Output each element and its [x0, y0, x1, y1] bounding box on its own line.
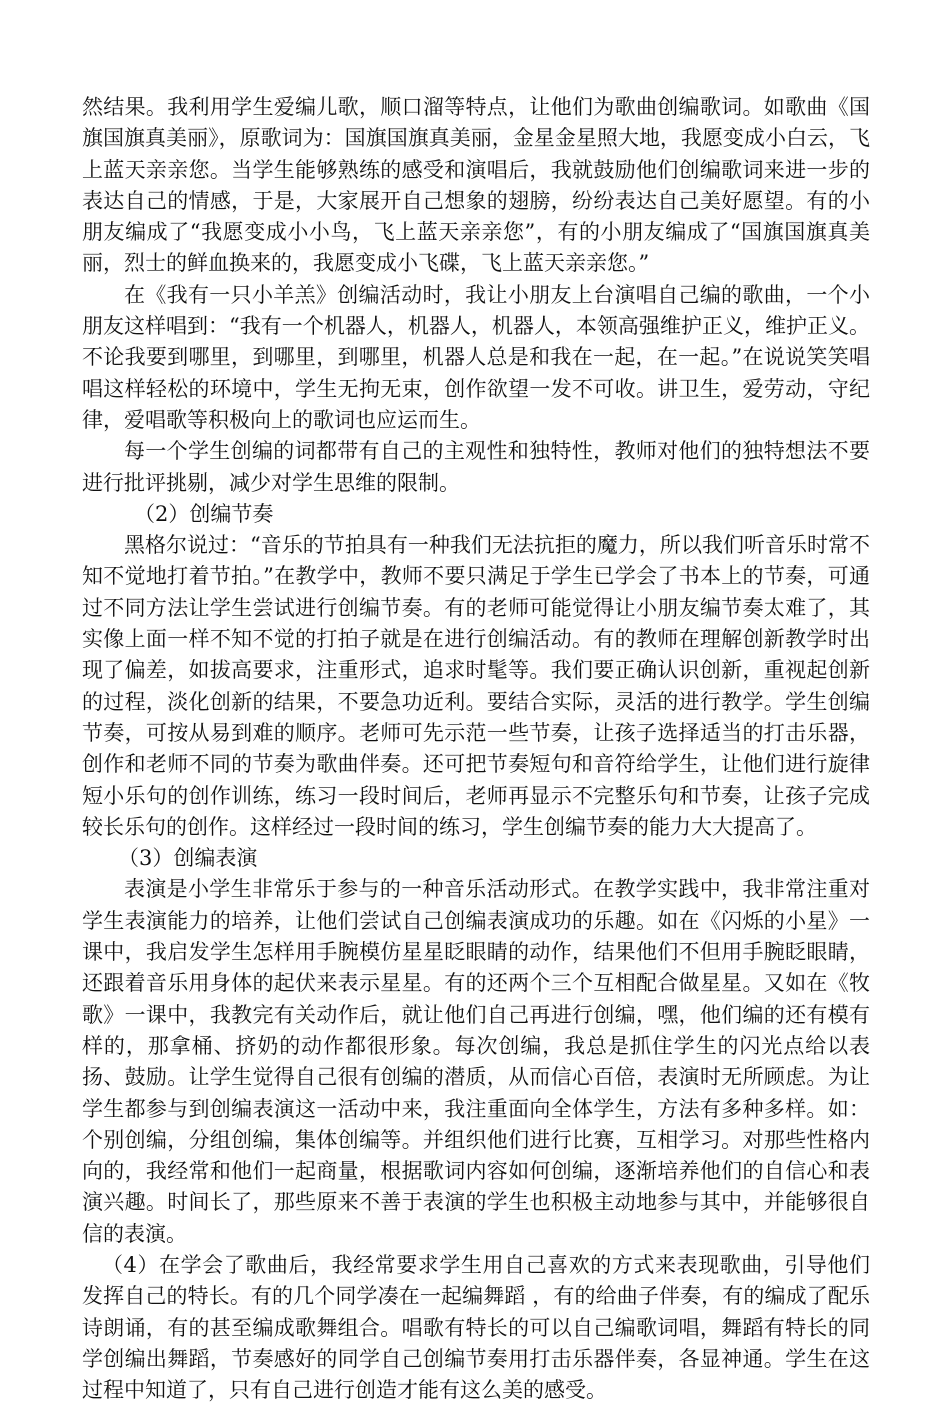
- paragraph-student-uniqueness: 每一个学生创编的词都带有自己的主观性和独特性，教师对他们的独特想法不要进行批评挑剔，减少对学生思维的限制。: [82, 439, 870, 495]
- paragraph-lyrics-creation: 然结果。我利用学生爱编儿歌，顺口溜等特点，让他们为歌曲创编歌词。如歌曲《国旗国旗真美丽》，原歌词为：国旗国旗真美丽，金星金星照大地，我愿变成小白云，飞上蓝天亲亲您。当学生能够熟练的感受和演唱后，我就鼓励他们创编歌词来进一步的表达自己的情感，于是，大家展开自己想象的翅膀，纷纷表达自己美好愿望。有的小朋友编成了“我愿变成小小鸟，飞上蓝天亲亲您”，有的小朋友编成了“国旗国旗真美丽，烈士的鲜血换来的，我愿变成小飞碟，飞上蓝天亲亲您。”: [82, 95, 870, 276]
- paragraph-performance-creation: 表演是小学生非常乐于参与的一种音乐活动形式。在教学实践中，我非常注重对学生表演能力的培养，让他们尝试自己创编表演成功的乐趣。如在《闪烁的小星》一课中，我启发学生怎样用手腕模仿星星眨眼睛的动作，结果他们不但用手腕眨眼睛，还跟着音乐用身体的起伏来表示星星。有的还两个三个互相配合做星星。又如在《牧歌》一课中，我教完有关动作后，就让他们自己再进行创编，嘿，他们编的还有模有样的，那拿桶、挤奶的动作都很形象。每次创编，我总是抓住学生的闪光点给以表扬、鼓励。让学生觉得自己很有创编的潜质，从而信心百倍，表演时无所顾虑。为让学生都参与到创编表演这一活动中来，我注重面向全体学生，方法有多种多样。如：个别创编，分组创编，集体创编等。并组织他们进行比赛，互相学习。对那些性格内向的，我经常和他们一起商量，根据歌词内容如何创编，逐渐培养他们的自信心和表演兴趣。时间长了，那些原来不善于表演的学生也积极主动地参与其中，并能够很自信的表演。: [82, 877, 870, 1246]
- section-heading-rhythm: （2）创编节奏: [134, 501, 274, 526]
- paragraph-little-lamb-example: 在《我有一只小羊羔》创编活动时，我让小朋友上台演唱自己编的歌曲，一个小朋友这样唱到：“我有一个机器人，机器人，机器人，本领高强维护正义，维护正义。不论我要到哪里，到哪里，到哪里，机器人总是和我在一起，在一起。”在说说笑笑唱唱这样轻松的环境中，学生无拘无束，创作欲望一发不可收。讲卫生，爱劳动，守纪律，爱唱歌等积极向上的歌词也应运而生。: [82, 282, 870, 432]
- paragraph-rhythm-creation: 黑格尔说过：“音乐的节拍具有一种我们无法抗拒的魔力，所以我们听音乐时常不知不觉地打着节拍。”在教学中，教师不要只满足于学生已学会了书本上的节奏，可通过不同方法让学生尝试进行创编节奏。有的老师可能觉得让小朋友编节奏太难了，其实像上面一样不知不觉的打拍子就是在进行创编活动。有的教师在理解创新教学时出现了偏差，如拔高要求，注重形式，追求时髦等。我们要正确认识创新，重视起创新的过程，淡化创新的结果，不要急功近利。要结合实际，灵活的进行教学。学生创编节奏，可按从易到难的顺序。老师可先示范一些节奏，让孩子选择适当的打击乐器，创作和老师不同的节奏为歌曲伴奏。还可把节奏短句和音符给学生，让他们进行旋律短小乐句的创作训练，练习一段时间后，老师再显示不完整乐句和节奏，让孩子完成较长乐句的创作。这样经过一段时间的练习，学生创编节奏的能力大大提高了。: [82, 533, 870, 839]
- section-heading-performance: （3）创编表演: [118, 846, 258, 871]
- paragraph-song-expression: （4）在学会了歌曲后，我经常要求学生用自己喜欢的方式来表现歌曲，引导他们发挥自己的特长。有的几个同学凑在一起编舞蹈 ，有的给曲子伴奏，有的编成了配乐诗朗诵，有的甚至编成歌舞组合。唱歌有特长的可以自己编歌词唱，舞蹈有特长的同学创编出舞蹈，节奏感好的同学自己创编节奏用打击乐器伴奏，各显神通。学生在这过程中知道了，只有自己进行创造才能有这么美的感受。: [82, 1252, 870, 1403]
